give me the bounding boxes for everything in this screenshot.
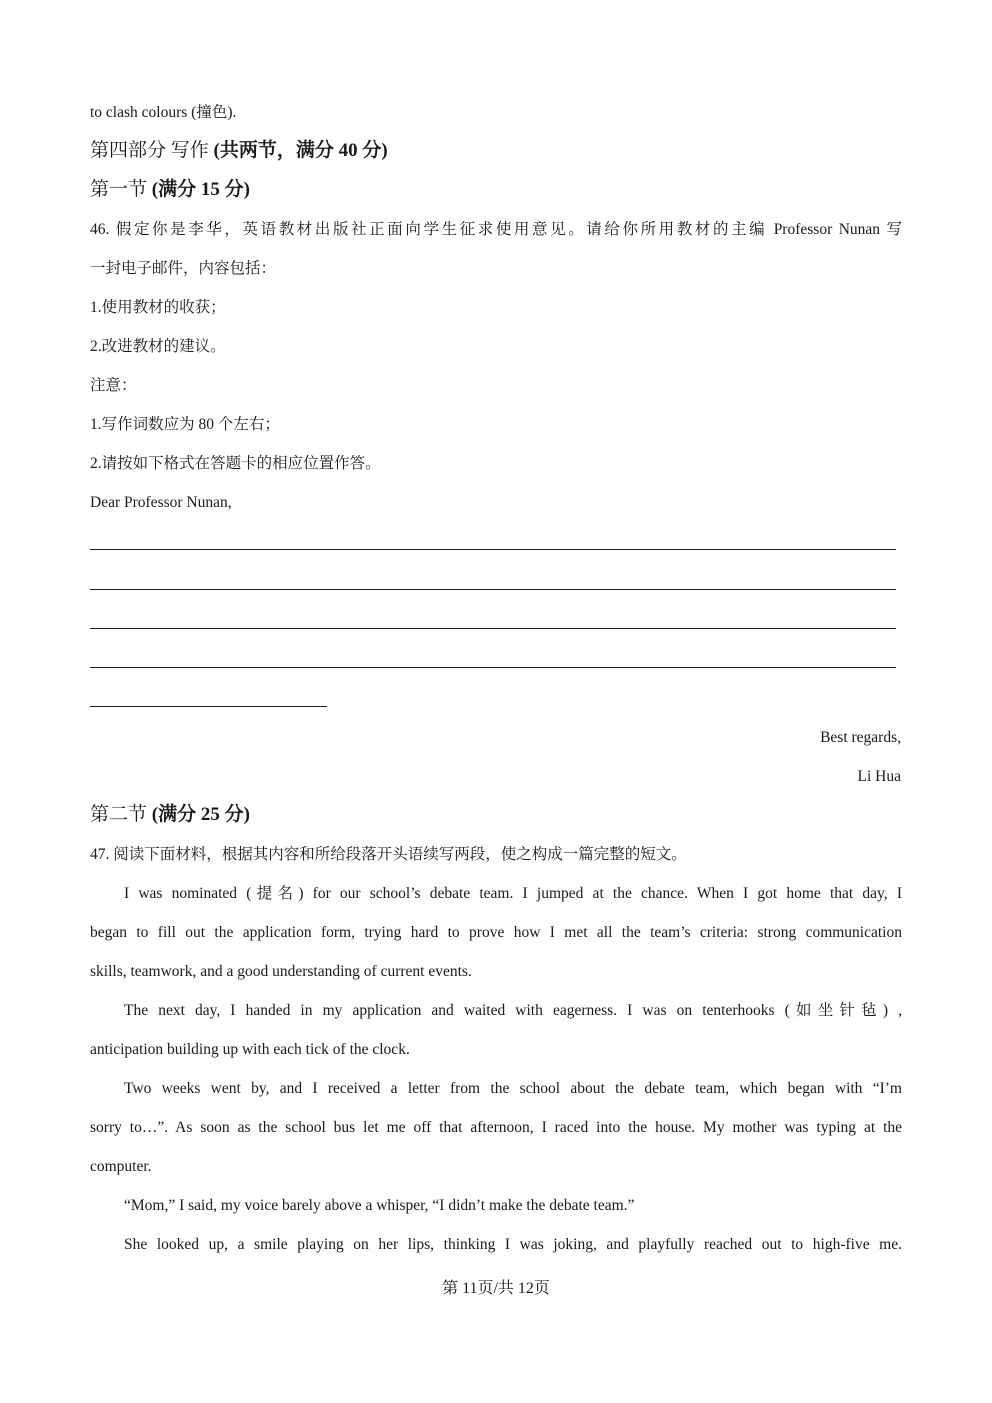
carry-over-text: to clash colours (撞色). xyxy=(90,104,237,121)
passage-p3-line1: Two weeks went by, and I received a letter from the school about the debate team, which began with “I’m xyxy=(124,1080,902,1097)
passage-p2-line1: The next day, I handed in my application and waited with eagerness. I was on tenterhooks (如坐针毡) , xyxy=(124,1002,902,1019)
writing-blank-line[interactable] xyxy=(90,667,896,668)
q46-note1: 1.写作词数应为 80 个左右； xyxy=(90,416,280,433)
passage-p1-line1: I was nominated (提名) for our school’s debate team. I jumped at the chance. When I got home that day, I xyxy=(124,885,902,902)
part-heading-score: (共两节，满分 40 分) xyxy=(213,140,388,161)
writing-blank-line[interactable] xyxy=(90,549,896,550)
part-heading-text: 第四部分 写作 xyxy=(90,140,214,161)
passage-p3-line3: computer. xyxy=(90,1158,152,1175)
writing-blank-line[interactable] xyxy=(90,589,896,590)
writing-blank-line-short[interactable] xyxy=(90,706,327,707)
passage-p4-line1: “Mom,” I said, my voice barely above a whisper, “I didn’t make the debate team.” xyxy=(124,1197,635,1214)
passage-p1-line2: began to fill out the application form, trying hard to prove how I met all the team’s criteria: strong communication xyxy=(90,924,902,941)
passage-p1-line3: skills, teamwork, and a good understanding of current events. xyxy=(90,963,472,980)
q46-note2: 2.请按如下格式在答题卡的相应位置作答。 xyxy=(90,455,381,472)
section1-heading xyxy=(90,180,250,200)
section2-heading xyxy=(90,805,250,825)
passage-p2-line2: anticipation building up with each tick of the clock. xyxy=(90,1041,410,1058)
passage-p5-line1: She looked up, a smile playing on her lips, thinking I was joking, and playfully reached out to high-five me. xyxy=(124,1236,902,1253)
q46-point1: 1.使用教材的收获； xyxy=(90,299,226,316)
section1-heading-text: 第一节 xyxy=(90,179,152,200)
passage-p3-line2: sorry to…”. As soon as the school bus let me off that afternoon, I raced into the house. My mother was typing at the xyxy=(90,1119,902,1136)
q47-instruction: 47. 阅读下面材料，根据其内容和所给段落开头语续写两段，使之构成一篇完整的短文。 xyxy=(90,846,687,863)
q46-point2: 2.改进教材的建议。 xyxy=(90,338,226,355)
q46-prompt-line1: 46. 假定你是李华，英语教材出版社正面向学生征求使用意见。请给你所用教材的主编 Professor Nunan 写 xyxy=(90,221,902,238)
letter-signature: Li Hua xyxy=(857,768,901,785)
q46-note-label: 注意： xyxy=(90,377,137,394)
section1-heading-score: (满分 15 分) xyxy=(151,179,250,200)
letter-salutation: Dear Professor Nunan, xyxy=(90,494,232,511)
part-heading xyxy=(90,141,388,161)
letter-closing: Best regards, xyxy=(820,729,901,746)
page-footer: 第 11页/共 12页 xyxy=(442,1280,550,1297)
q46-prompt-line2: 一封电子邮件，内容包括： xyxy=(90,260,277,277)
section2-heading-text: 第二节 xyxy=(90,804,152,825)
writing-blank-line[interactable] xyxy=(90,628,896,629)
section2-heading-score: (满分 25 分) xyxy=(151,804,250,825)
